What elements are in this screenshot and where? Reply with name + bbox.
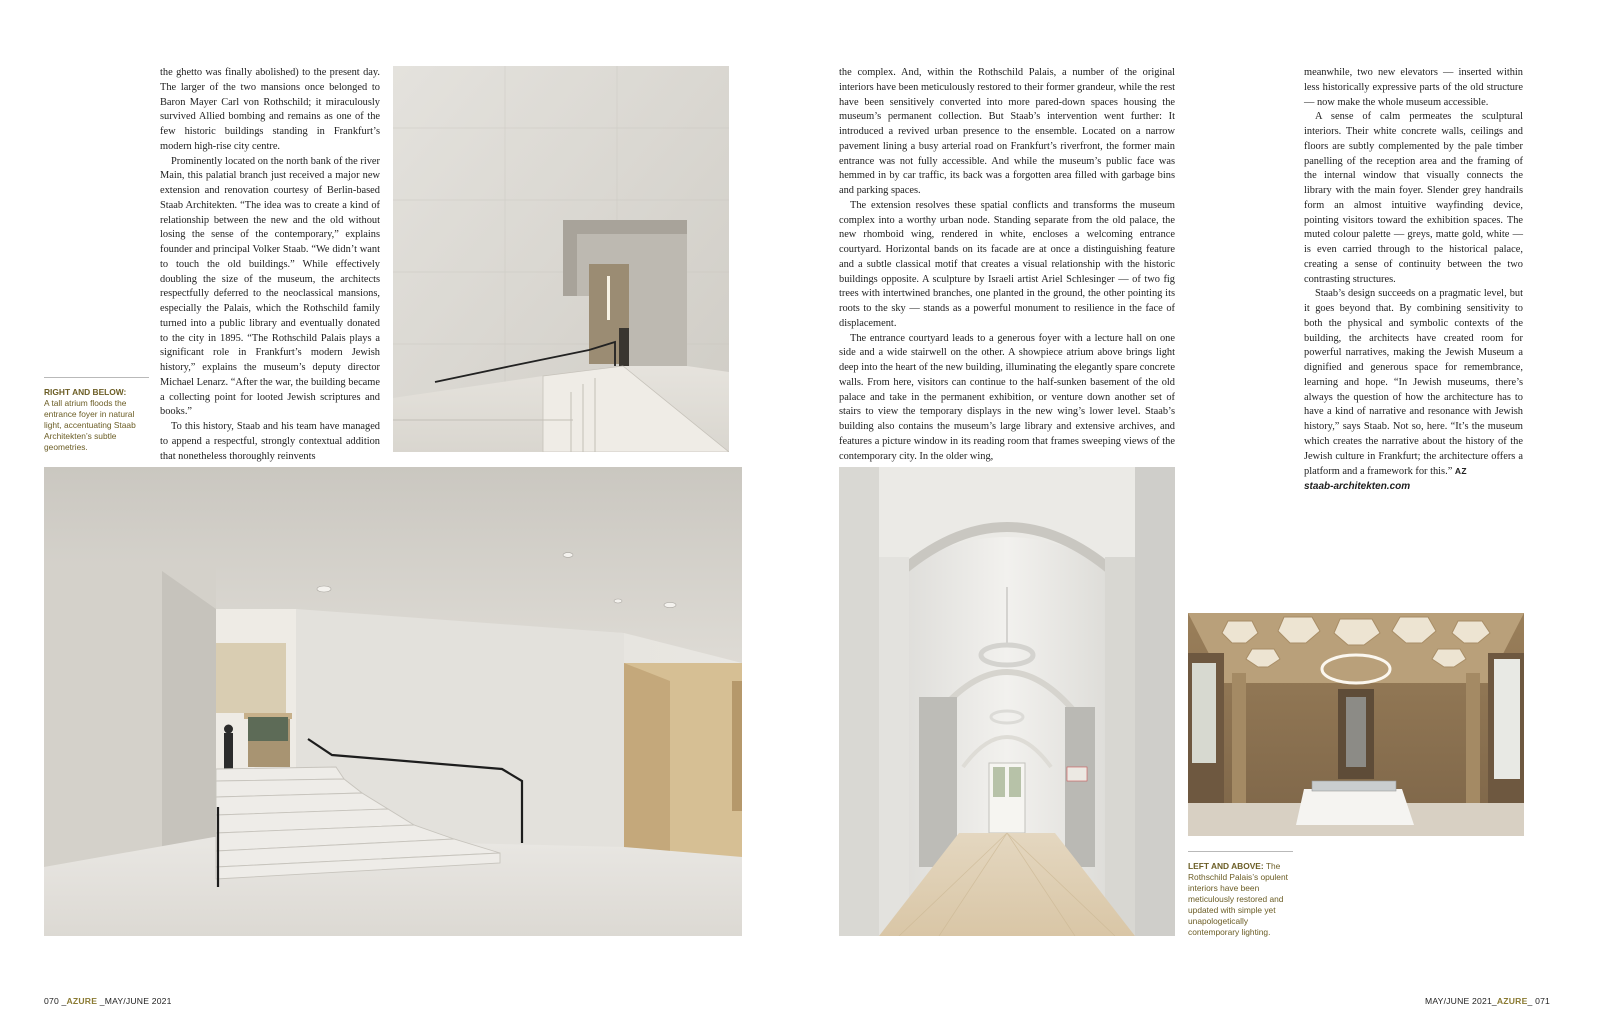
photo-atrium-stairs (393, 66, 729, 452)
page-number: 071 (1535, 996, 1551, 1006)
magazine-brand: AZURE (66, 996, 98, 1006)
page-number: 070 (44, 996, 59, 1006)
article-column-2 (839, 66, 1175, 464)
folio-separator: _ (61, 996, 67, 1006)
paragraph: The entrance courtyard leads to a generous foyer with a lecture hall on one side and a wide stairwell on the other. A showpiece atrium above brings light deep into the heart of the new building, illuminating the elegantly spare concrete walls. From here, visitors can continue to the half-sunken basement of the old palace and take in the permanent exhibition, or venture down another set of stairs to view the temporary displays in the new wing’s lower level. Staab’s building also contains the museum’s large library and extensive archives, and features a picture window in its reading room that frames sweeping views of the contemporary city. In the older wing, (839, 332, 1175, 462)
photo-caption-left (44, 377, 149, 453)
caption-rule (1188, 851, 1293, 852)
paragraph: Prominently located on the north bank of the river Main, this palatial branch just received a major new extension and renovation courtesy of Berlin-based Staab Architekten. “The idea was to create a kind of relationship between the new and the old without losing the sense of the contemporary,” explains founder and principal Volker Staab. “We didn’t want to touch the old buildings.” While effectively doubling the size of the museum, the architects respectfully deferred to the neoclassical mansions, especially the Palais, which the Rothschild family turned into a public library and eventually donated to the city in 1895. “The Rothschild Palais plays a significant role in Frankfurt’s modern Jewish history,” explains the museum’s deputy director Michael Lenarz. “After the war, the building became a collecting point for looted Jewish scriptures and books.” (160, 155, 380, 418)
photo-palais-library-room (1188, 613, 1524, 836)
caption-rule (44, 377, 149, 378)
paragraph: the ghetto was finally abolished) to the present day. The larger of the two mansions once belonged to Baron Mayer Carl von Rothschild; it miraculously survived Allied bombing and remains as one of the few historic buildings standing in Frankfurt’s modern high-rise city centre. (160, 67, 380, 152)
photo-entrance-foyer (44, 467, 742, 936)
paragraph: meanwhile, two new elevators — inserted within less historically expressive parts of the old structure — now make the whole museum accessible. (1304, 67, 1523, 108)
caption-title: RIGHT AND BELOW: (44, 387, 127, 397)
folio-separator: _ (1527, 996, 1533, 1006)
paragraph: To this history, Staab and his team have managed to append a respectful, strongly contextual addition that nonetheless thoroughly reinvents (160, 421, 380, 462)
folio-separator: _ (1491, 996, 1497, 1006)
paragraph: A sense of calm permeates the sculptural interiors. Their white concrete walls, ceilings and floors are subtly complemented by the pale timber panelling of the reception area and the framing of the internal window that visually connects the library with the main foyer. Slender grey handrails form an almost intuitive wayfinding device, pointing visitors toward the exhibition spaces. The muted colour palette — greys, matte gold, white — is even carried through to the historical palace, creating a sense of continuity between the two contrasting structures. (1304, 111, 1523, 285)
caption-text: A tall atrium floods the entrance foyer in natural light, accentuating Staab Architekten’s subtle geometries. (44, 398, 136, 452)
paragraph (1304, 287, 1523, 480)
article-column-1 (160, 66, 380, 464)
issue-date: MAY/JUNE 2021 (1425, 996, 1492, 1006)
issue-date: MAY/JUNE 2021 (104, 996, 172, 1006)
magazine-brand: AZURE (1496, 996, 1528, 1006)
photo-caption-right (1188, 851, 1288, 938)
caption-title: LEFT AND ABOVE: (1188, 861, 1264, 871)
folio-right (1425, 996, 1550, 1006)
paragraph-text: Staab’s design succeeds on a pragmatic level, but it goes beyond that. By combining sensitivity to both the physical and symbolic contexts of the building, the architects have created room for powerful narratives, making the Jewish Museum a dignified and generous space for remembrance, learning and hope. “In Jewish museums, there’s always the question of how the architecture has to have a kind of narrative and resonance with Jewish history,” says Staab. Not so, here. “It’s the museum which creates the narrative about the history of the Jewish culture in Frankfurt; the architecture offers a platform and a framework for this.” (1304, 288, 1523, 478)
website-link[interactable]: staab-architekten.com (1304, 481, 1411, 492)
photo-palais-corridor (839, 467, 1175, 936)
article-column-3 (1304, 66, 1523, 495)
end-mark: AZ (1454, 466, 1467, 477)
caption-text: The Rothschild Palais’s opulent interiors have been meticulously restored and updated with simple yet unapologetically contemporary lighting. (1188, 861, 1288, 937)
paragraph: The extension resolves these spatial conflicts and transforms the museum complex into a worthy urban node. Standing separate from the old palace, the new rhomboid wing, rendered in white, encloses a welcoming entrance courtyard. Horizontal bands on its facade are at once a distinguishing feature and a subtle classical motif that creates a visual relationship with the historic buildings opposite. A sculpture by Israeli artist Ariel Schlesinger — of two fig trees with intertwined branches, one planted in the ground, the other pointing its roots to the sky — stands as a powerful monument to resilience in the face of displacement. (839, 199, 1175, 329)
folio-left (44, 996, 172, 1006)
folio-separator: _ (99, 996, 105, 1006)
paragraph: the complex. And, within the Rothschild Palais, a number of the original interiors have been meticulously restored to their former grandeur, while the rest have been sensitively converted into more pared-down spaces housing the museum’s permanent collection. But Staab’s intervention went further: It introduced a revived urban presence to the ensemble. Located on a narrow pavement lining a busy arterial road on Frankfurt’s riverfront, the former main entrance was not fully accessible. And while the museum’s public face was hemmed in by car traffic, its back was a forgotten area filled with garbage bins and parking spaces. (839, 67, 1175, 196)
